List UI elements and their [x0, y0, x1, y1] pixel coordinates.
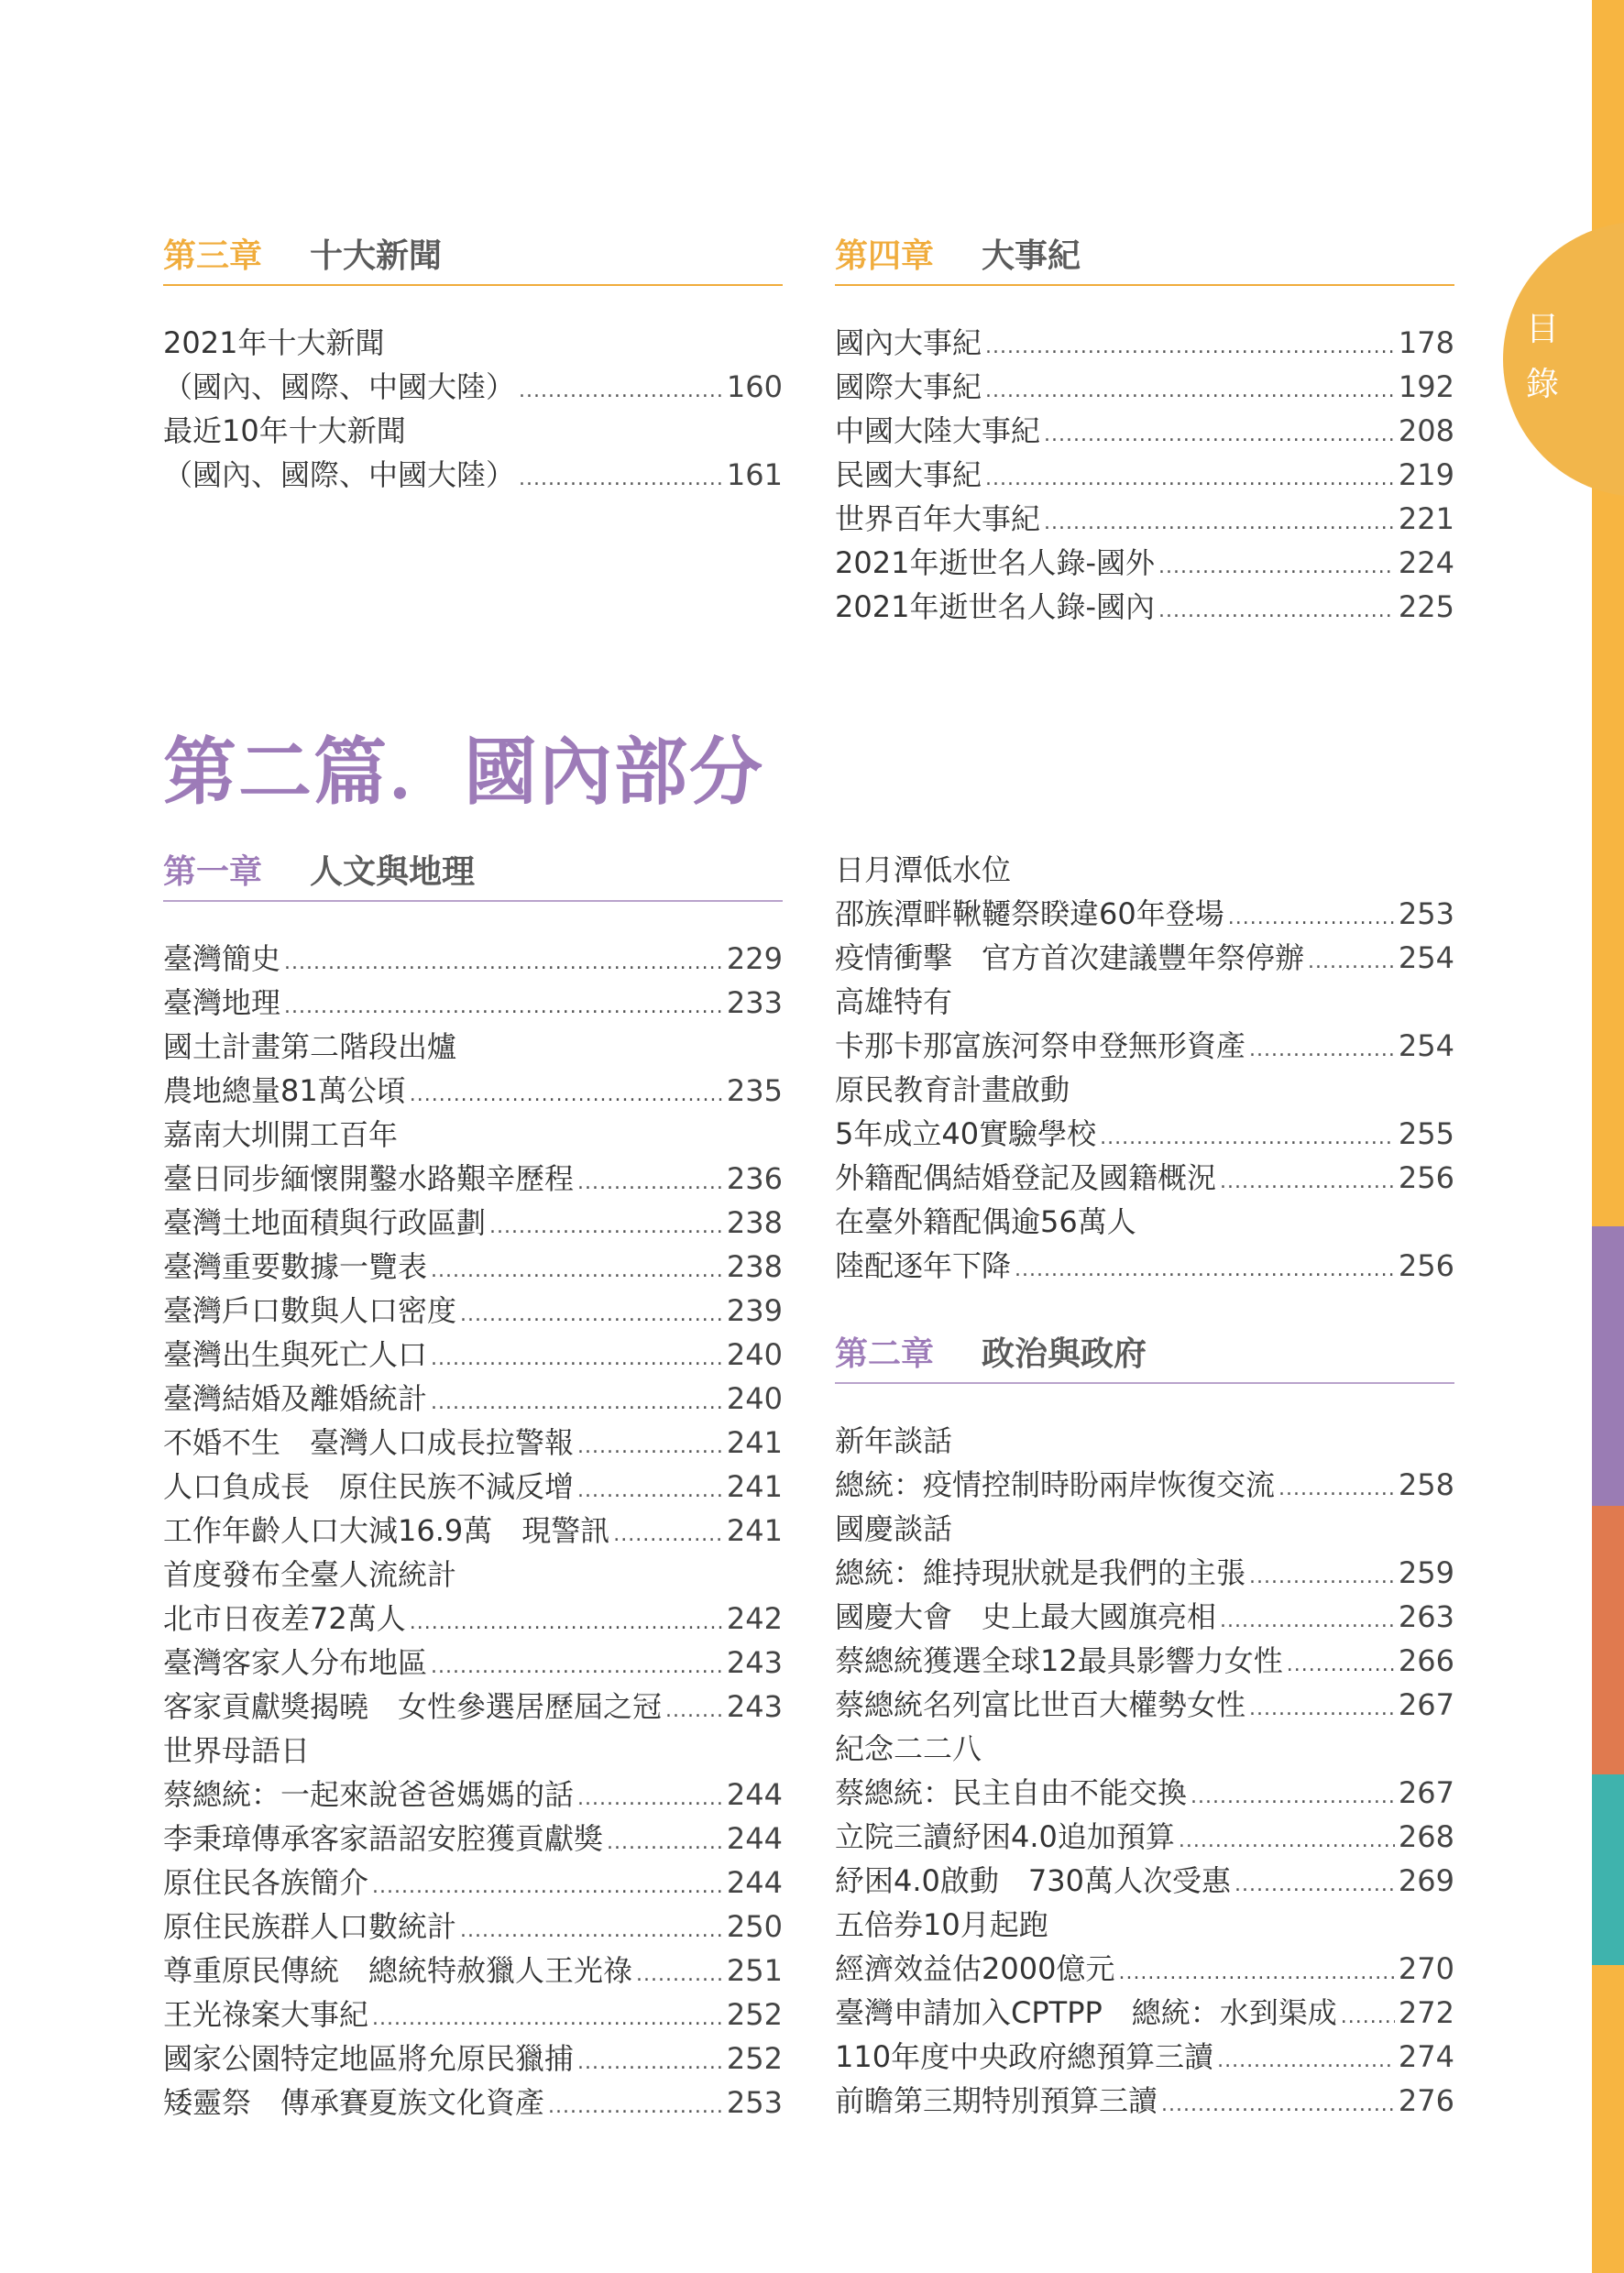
toc-entry-title: 蔡總統：一起來說爸爸媽媽的話	[163, 1777, 575, 1812]
toc-entry-title: 臺灣申請加入CPTPP 總統：水到渠成	[835, 1995, 1337, 2030]
toc-dot-leader	[1044, 413, 1395, 457]
chapter3-entries	[163, 321, 783, 497]
chapter4-number: 第四章	[835, 237, 935, 275]
toc-entry-title: 前瞻第三期特別預算三讀	[835, 2083, 1158, 2118]
toc-entry-page: 244	[726, 1865, 783, 1900]
toc-entry-page: 219	[1398, 457, 1454, 492]
toc-dot-leader	[1228, 896, 1395, 940]
toc-entry-page: 225	[1398, 589, 1454, 624]
toc-entry-title: 總統：維持現狀就是我們的主張	[835, 1555, 1246, 1590]
toc-entry-title: 蔡總統名列富比世百大權勢女性	[835, 1687, 1246, 1722]
toc-entry	[163, 1993, 783, 2037]
toc-dot-leader	[1191, 1775, 1395, 1819]
toc-entry-title: 國慶大會 史上最大國旗亮相	[835, 1599, 1217, 1634]
toc-entry	[835, 1947, 1454, 1991]
toc-entry-page: 244	[726, 1777, 783, 1812]
toc-dot-leader	[1217, 2039, 1395, 2083]
toc-dot-leader	[431, 1645, 723, 1689]
toc-entry-title: 李秉璋傳承客家語詔安腔獲貢獻獎	[163, 1821, 604, 1856]
toc-entry-page: 253	[726, 2085, 783, 2120]
toc-dot-leader	[577, 1425, 723, 1469]
toc-entry-title: 高雄特有	[835, 984, 953, 1019]
toc-entry-page: 242	[726, 1601, 783, 1636]
toc-entry	[835, 585, 1454, 629]
toc-entry-title: 客家貢獻獎揭曉 女性參選居歷屆之冠	[163, 1689, 663, 1724]
toc-dot-leader	[607, 1821, 723, 1865]
toc-dot-leader	[410, 1073, 723, 1117]
toc-entry	[163, 1817, 783, 1861]
toc-entry	[163, 1729, 783, 1773]
toc-dot-leader	[1044, 501, 1395, 545]
toc-entry-page: 267	[1398, 1775, 1454, 1810]
toc-entry	[163, 2081, 783, 2125]
toc-dot-leader	[372, 1997, 723, 2041]
toc-dot-leader	[284, 985, 723, 1029]
toc-entry	[163, 1245, 783, 1289]
toc-entry-page: 256	[1398, 1160, 1454, 1195]
toc-entry	[163, 1069, 783, 1113]
toc-entry-page: 221	[1398, 501, 1454, 536]
chapter2-number: 第二章	[835, 1335, 935, 1373]
toc-entry-page: 178	[1398, 325, 1454, 360]
toc-entry-page: 238	[726, 1205, 783, 1240]
toc-dot-leader	[1158, 589, 1395, 633]
toc-entry-page: 276	[1398, 2083, 1454, 2118]
toc-entry-page: 252	[726, 1997, 783, 2032]
toc-entry-page: 270	[1398, 1951, 1454, 1986]
toc-entry-title: （國內、國際、中國大陸）	[163, 457, 516, 492]
chapter3-section	[163, 229, 783, 497]
toc-entry-page: 259	[1398, 1555, 1454, 1590]
toc-entry	[835, 1244, 1454, 1288]
toc-entry-page: 244	[726, 1821, 783, 1856]
toc-entry	[835, 1903, 1454, 1947]
toc-dot-leader	[577, 1161, 723, 1205]
toc-entry	[163, 1861, 783, 1905]
toc-entry-page: 268	[1398, 1819, 1454, 1854]
toc-entry-page: 267	[1398, 1687, 1454, 1722]
toc-entry	[163, 1597, 783, 1641]
toc-entry-page: 253	[1398, 896, 1454, 931]
toc-entry-title: 立院三讀紓困4.0追加預算	[835, 1819, 1175, 1854]
toc-entry-title: 紓困4.0啟動 730萬人次受惠	[835, 1863, 1231, 1898]
toc-dot-leader	[613, 1513, 723, 1557]
toc-dot-leader	[1179, 1819, 1395, 1863]
toc-dot-leader	[985, 325, 1395, 369]
toc-entry-page: 256	[1398, 1248, 1454, 1283]
chapter4-heading	[835, 229, 1454, 286]
toc-entry-page: 160	[726, 369, 783, 404]
toc-entry	[835, 2035, 1454, 2079]
toc-entry-page: 241	[726, 1425, 783, 1460]
toc-entry-title: 國家公園特定地區將允原民獵捕	[163, 2041, 575, 2076]
toc-dot-leader	[1100, 1116, 1395, 1160]
toc-entry-title: 臺灣土地面積與行政區劃	[163, 1205, 487, 1240]
chapter1-title: 人文與地理	[310, 853, 476, 891]
toc-dot-leader	[372, 1865, 723, 1909]
toc-entry	[835, 1991, 1454, 2035]
toc-entry	[835, 1639, 1454, 1683]
toc-entry-page: 240	[726, 1337, 783, 1372]
toc-entry-title: 矮靈祭 傳承賽夏族文化資產	[163, 2085, 545, 2120]
toc-entry-page: 243	[726, 1645, 783, 1680]
toc-dot-leader	[1249, 1555, 1395, 1599]
toc-dot-leader	[519, 457, 723, 501]
toc-entry-title: 陸配逐年下降	[835, 1248, 1012, 1283]
toc-entry	[835, 1156, 1454, 1200]
toc-entry-page: 241	[726, 1513, 783, 1548]
toc-entry-page: 269	[1398, 1863, 1454, 1898]
toc-entry	[835, 497, 1454, 541]
contents-tab-char-1: 目	[1525, 311, 1559, 348]
chapter2-title: 政治與政府	[982, 1335, 1147, 1373]
toc-dot-leader	[577, 2041, 723, 2085]
contents-tab-char-2: 錄	[1525, 366, 1559, 403]
toc-dot-leader	[431, 1249, 723, 1293]
toc-entry	[163, 981, 783, 1025]
toc-entry-page: 266	[1398, 1643, 1454, 1678]
chapter1-continued-section	[835, 848, 1454, 1288]
toc-entry	[835, 1727, 1454, 1771]
edge-strip-teal	[1592, 1774, 1624, 1965]
toc-entry-title: 不婚不生 臺灣人口成長拉警報	[163, 1425, 575, 1460]
toc-entry-title: 110年度中央政府總預算三讀	[835, 2039, 1214, 2074]
edge-strip-red	[1592, 1506, 1624, 1774]
toc-dot-leader	[577, 1469, 723, 1513]
toc-entry-title: 外籍配偶結婚登記及國籍概況	[835, 1160, 1217, 1195]
chapter1-entries	[163, 937, 783, 2125]
toc-entry-page: 250	[726, 1909, 783, 1944]
toc-entry	[835, 848, 1454, 892]
toc-entry	[835, 409, 1454, 453]
toc-dot-leader	[519, 369, 723, 413]
toc-entry-page: 272	[1398, 1995, 1454, 2030]
toc-entry-page: 254	[1398, 1028, 1454, 1063]
toc-dot-leader	[460, 1293, 723, 1337]
toc-entry-page: 251	[726, 1953, 783, 1988]
toc-entry-title: 蔡總統：民主自由不能交換	[835, 1775, 1188, 1810]
toc-entry-page: 192	[1398, 369, 1454, 404]
toc-entry	[835, 1683, 1454, 1727]
toc-entry	[835, 1463, 1454, 1507]
toc-entry	[163, 409, 783, 453]
toc-entry	[163, 2037, 783, 2081]
toc-dot-leader	[1249, 1028, 1395, 1072]
toc-entry-title: 紀念二二八	[835, 1731, 982, 1766]
toc-dot-leader	[431, 1337, 723, 1381]
toc-entry	[163, 1025, 783, 1069]
toc-entry	[835, 1551, 1454, 1595]
toc-entry-title: 北市日夜差72萬人	[163, 1601, 406, 1636]
chapter1-section	[163, 845, 783, 2125]
toc-entry	[163, 1949, 783, 1993]
toc-entry-title: 在臺外籍配偶逾56萬人	[835, 1204, 1136, 1239]
toc-entry-page: 263	[1398, 1599, 1454, 1634]
toc-entry	[835, 936, 1454, 980]
toc-entry-title: 國內大事紀	[835, 325, 982, 360]
edge-strip-orange-bottom	[1592, 1965, 1624, 2273]
toc-entry-title: 國土計畫第二階段出爐	[163, 1029, 457, 1064]
toc-entry-title: 嘉南大圳開工百年	[163, 1117, 399, 1152]
toc-entry-page: 252	[726, 2041, 783, 2076]
toc-entry-title: 農地總量81萬公頃	[163, 1073, 406, 1108]
toc-dot-leader	[1278, 1467, 1395, 1511]
contents-tab-label	[1520, 302, 1565, 412]
toc-entry	[835, 1771, 1454, 1815]
toc-entry-title: 2021年十大新聞	[163, 325, 385, 360]
toc-entry-page: 274	[1398, 2039, 1454, 2074]
toc-entry-title: 2021年逝世名人錄-國內	[835, 589, 1155, 624]
toc-entry-page: 208	[1398, 413, 1454, 448]
toc-entry	[835, 1859, 1454, 1903]
toc-entry-page: 224	[1398, 545, 1454, 580]
toc-entry-title: 原民教育計畫啟動	[835, 1072, 1070, 1107]
edge-strip-purple	[1592, 1226, 1624, 1506]
toc-entry	[835, 453, 1454, 497]
toc-entry-title: 中國大陸大事紀	[835, 413, 1041, 448]
toc-entry-title: 民國大事紀	[835, 457, 982, 492]
toc-entry	[835, 1815, 1454, 1859]
toc-entry-title: 國慶談話	[835, 1511, 953, 1546]
toc-entry-title: 臺日同步緬懷開鑿水路艱辛歷程	[163, 1161, 575, 1196]
chapter2-entries	[835, 1419, 1454, 2123]
toc-entry	[163, 937, 783, 981]
chapter1-number: 第一章	[163, 853, 263, 891]
toc-dot-leader	[1341, 1995, 1395, 2039]
toc-entry-title: 世界百年大事紀	[835, 501, 1041, 536]
toc-entry-page: 241	[726, 1469, 783, 1504]
toc-entry-title: 邵族潭畔鞦韆祭睽違60年登場	[835, 896, 1224, 931]
toc-dot-leader	[1249, 1687, 1395, 1731]
toc-entry-page: 236	[726, 1161, 783, 1196]
toc-entry-title: 臺灣戶口數與人口密度	[163, 1293, 457, 1328]
toc-dot-leader	[460, 1909, 723, 1953]
toc-entry	[163, 321, 783, 365]
toc-entry-title: 卡那卡那富族河祭申登無形資產	[835, 1028, 1246, 1063]
toc-entry	[835, 365, 1454, 409]
toc-entry-title: 總統：疫情控制時盼兩岸恢復交流	[835, 1467, 1276, 1502]
toc-dot-leader	[431, 1381, 723, 1425]
toc-entry	[835, 1595, 1454, 1639]
toc-entry-title: 經濟效益估2000億元	[835, 1951, 1115, 1986]
toc-entry	[835, 1112, 1454, 1156]
toc-entry-title: 人口負成長 原住民族不減反增	[163, 1469, 575, 1504]
toc-dot-leader	[1161, 2083, 1395, 2127]
toc-entry-title: （國內、國際、中國大陸）	[163, 369, 516, 404]
toc-entry-title: 王光祿案大事紀	[163, 1997, 369, 2032]
part-title: 第二篇．國內部分	[163, 730, 764, 815]
toc-entry	[163, 453, 783, 497]
toc-entry	[835, 2079, 1454, 2123]
toc-entry	[835, 1200, 1454, 1244]
toc-dot-leader	[489, 1205, 723, 1249]
toc-entry-title: 尊重原民傳統 總統特赦獵人王光祿	[163, 1953, 633, 1988]
chapter2-heading	[835, 1327, 1454, 1384]
toc-entry	[163, 1773, 783, 1817]
toc-dot-leader	[577, 1777, 723, 1821]
toc-entry-page: 240	[726, 1381, 783, 1416]
toc-entry-title: 5年成立40實驗學校	[835, 1116, 1097, 1151]
toc-entry-title: 蔡總統獲選全球12最具影響力女性	[835, 1643, 1283, 1678]
toc-entry	[163, 1465, 783, 1509]
toc-dot-leader	[636, 1953, 723, 1997]
toc-entry-title: 原住民族群人口數統計	[163, 1909, 457, 1944]
toc-entry	[835, 892, 1454, 936]
toc-entry-page: 233	[726, 985, 783, 1020]
toc-entry-title: 疫情衝擊 官方首次建議豐年祭停辦	[835, 940, 1305, 975]
chapter4-title: 大事紀	[982, 237, 1081, 275]
toc-dot-leader	[548, 2085, 723, 2129]
toc-entry-page: 161	[726, 457, 783, 492]
toc-entry	[835, 1507, 1454, 1551]
toc-entry-title: 新年談話	[835, 1423, 953, 1458]
toc-entry	[163, 1157, 783, 1201]
toc-dot-leader	[284, 941, 723, 985]
toc-dot-leader	[1220, 1160, 1395, 1204]
toc-entry-title: 臺灣結婚及離婚統計	[163, 1381, 428, 1416]
toc-entry-title: 日月潭低水位	[835, 852, 1012, 887]
chapter3-title: 十大新聞	[310, 237, 443, 275]
toc-dot-leader	[1220, 1599, 1395, 1643]
toc-entry	[163, 1553, 783, 1597]
chapter1-continued-entries	[835, 848, 1454, 1288]
chapter1-heading	[163, 845, 783, 902]
toc-entry-page: 243	[726, 1689, 783, 1724]
toc-entry-title: 世界母語日	[163, 1733, 311, 1768]
toc-entry-page: 258	[1398, 1467, 1454, 1502]
toc-dot-leader	[665, 1689, 723, 1733]
toc-entry	[163, 365, 783, 409]
toc-entry	[163, 1201, 783, 1245]
toc-dot-leader	[1118, 1951, 1394, 1995]
toc-entry-title: 國際大事紀	[835, 369, 982, 404]
edge-strip-orange-top	[1592, 0, 1624, 1226]
toc-entry	[835, 1024, 1454, 1068]
toc-entry-title: 臺灣出生與死亡人口	[163, 1337, 428, 1372]
toc-entry-title: 原住民各族簡介	[163, 1865, 369, 1900]
toc-dot-leader	[410, 1601, 723, 1645]
toc-entry-page: 235	[726, 1073, 783, 1108]
toc-entry	[163, 1333, 783, 1377]
toc-entry-page: 239	[726, 1293, 783, 1328]
toc-dot-leader	[1308, 940, 1395, 984]
toc-entry-page: 255	[1398, 1116, 1454, 1151]
toc-entry	[835, 1068, 1454, 1112]
toc-entry	[163, 1421, 783, 1465]
chapter2-section	[835, 1327, 1454, 2123]
toc-entry-title: 五倍券10月起跑	[835, 1907, 1048, 1942]
toc-dot-leader	[1234, 1863, 1395, 1907]
toc-dot-leader	[985, 369, 1395, 413]
toc-entry-page: 238	[726, 1249, 783, 1284]
toc-entry	[835, 541, 1454, 585]
toc-entry	[163, 1509, 783, 1553]
toc-entry-title: 臺灣簡史	[163, 941, 281, 976]
chapter4-section	[835, 229, 1454, 629]
chapter3-heading	[163, 229, 783, 286]
toc-entry-page: 254	[1398, 940, 1454, 975]
toc-entry	[163, 1377, 783, 1421]
toc-entry-title: 2021年逝世名人錄-國外	[835, 545, 1155, 580]
chapter4-entries	[835, 321, 1454, 629]
toc-entry	[163, 1905, 783, 1949]
toc-entry-title: 臺灣客家人分布地區	[163, 1645, 428, 1680]
toc-entry	[835, 321, 1454, 365]
toc-dot-leader	[1158, 545, 1395, 589]
toc-entry	[835, 980, 1454, 1024]
chapter3-number: 第三章	[163, 237, 263, 275]
toc-entry	[163, 1289, 783, 1333]
toc-entry	[163, 1685, 783, 1729]
toc-entry-title: 最近10年十大新聞	[163, 413, 406, 448]
toc-entry-title: 臺灣重要數據一覽表	[163, 1249, 428, 1284]
toc-entry	[163, 1113, 783, 1157]
toc-entry-title: 臺灣地理	[163, 985, 281, 1020]
toc-entry-title: 首度發布全臺人流統計	[163, 1557, 457, 1592]
toc-entry-page: 229	[726, 941, 783, 976]
toc-dot-leader	[1015, 1248, 1395, 1292]
toc-entry	[163, 1641, 783, 1685]
toc-dot-leader	[1287, 1643, 1395, 1687]
toc-entry-title: 工作年齡人口大減16.9萬 現警訊	[163, 1513, 610, 1548]
toc-entry	[835, 1419, 1454, 1463]
toc-dot-leader	[985, 457, 1395, 501]
